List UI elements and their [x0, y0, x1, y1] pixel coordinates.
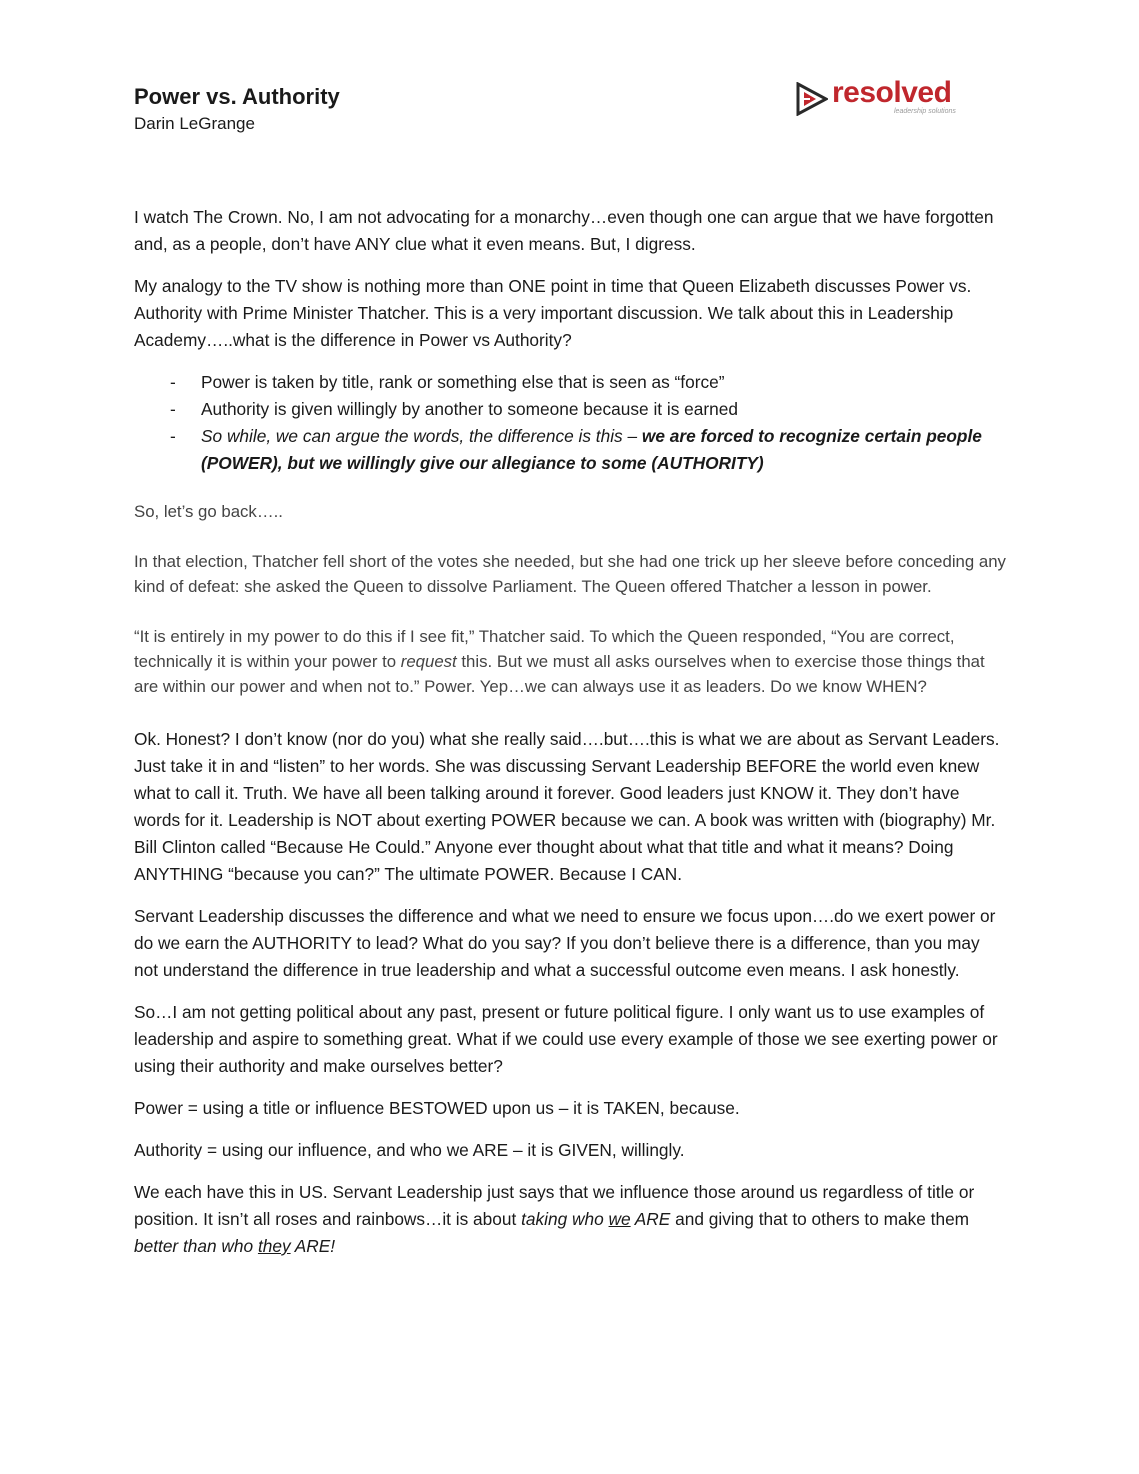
closing-emphasis-4: ARE! [290, 1236, 336, 1256]
closing-emphasis-3: better than who [134, 1236, 258, 1256]
paragraph-3: So, let’s go back….. [134, 502, 283, 521]
bullet-text: Power is taken by title, rank or something else that is seen as “force” [201, 372, 725, 392]
paragraph-2: My analogy to the TV show is nothing more than ONE point in time that Queen Elizabeth discusses Power vs. Authority with Prime Minister Thatcher. This is a very important discussion. We talk about this in Leadership Academy…..what is the difference in Power vs Authority? [134, 276, 972, 350]
resolved-logo [796, 76, 966, 120]
quote-text-b: this. But we must all asks ourselves when to exercise those things that are within our power and when not to.” Power. Yep…we can always use it as leaders. Do we know WHEN? [134, 652, 985, 696]
paragraph-4: In that election, Thatcher fell short of the votes she needed, but she had one trick up her sleeve before conceding any kind of defeat: she asked the Queen to dissolve Parliament. The Queen offered Thatcher a lesson in power. [134, 552, 1006, 596]
bullet-item: - So while, we can argue the words, the difference is this – we are forced to recognize certain people (POWER), but we willingly give our allegiance to some (AUTHORITY) [170, 426, 982, 473]
logo-wordmark: resolved [832, 76, 952, 109]
document-title: Power vs. Authority [134, 84, 340, 109]
closing-text-b: and giving that to others to make them [670, 1209, 970, 1229]
logo-tagline: leadership solutions [894, 108, 956, 115]
closing-text-a: We each have this in US. Servant Leadership just says that we influence those around us regardless of title or position. It isn’t all roses and rainbows…it is about [134, 1182, 975, 1229]
paragraph-1: I watch The Crown. No, I am not advocating for a monarchy…even though one can argue that we have forgotten and, as a people, don’t have ANY clue what it even means. But, I digress. [134, 207, 994, 254]
bullet-item: - Authority is given willingly by another to someone because it is earned [170, 399, 738, 419]
bullet-list [134, 369, 1006, 477]
resolved-logo-icon [796, 82, 828, 116]
author-name: Darin LeGrange [134, 114, 255, 133]
quote-emphasis: request [400, 652, 457, 671]
bullet-text: Authority is given willingly by another to someone because it is earned [201, 399, 738, 419]
paragraph-8: So…I am not getting political about any past, present or future political figure. I only want us to use examples of leadership and aspire to something great. What if we could use every example of those we see exerting power or using their authority and make ourselves better? [134, 1002, 998, 1076]
quote-text-a: “It is entirely in my power to do this if I see fit,” Thatcher said. To which the Queen responded, “You are correct, technically it is within your power to [134, 627, 955, 671]
paragraph-9: Power = using a title or influence BESTOWED upon us – it is TAKEN, because. [134, 1098, 740, 1118]
bullet-text-italic: So while, we can argue the words, the difference is this – [201, 426, 642, 446]
closing-emphasis-1: taking who [521, 1209, 609, 1229]
closing-emphasis-2: ARE [630, 1209, 671, 1229]
paragraph-6: Ok. Honest? I don’t know (nor do you) what she really said….but….this is what we are about as Servant Leaders. Just take it in and “listen” to her words. She was discussing Servant Leadership BEFORE the world even knew what to call it. Truth. We have all been talking around it forever. Good leaders just KNOW it. They don’t have words for it. Leadership is NOT about exerting POWER because we can. A book was written with (biography) Mr. Bill Clinton called “Because He Could.” Anyone ever thought about what that title and what it means? Doing ANYTHING “because you can?” The ultimate POWER. Because I CAN. [134, 729, 1000, 884]
document-body [134, 204, 1006, 1275]
paragraph-10: Authority = using our influence, and who we ARE – it is GIVEN, willingly. [134, 1140, 685, 1160]
paragraph-5 [134, 624, 1006, 699]
paragraph-7: Servant Leadership discusses the difference and what we need to ensure we focus upon….do we exert power or do we earn the AUTHORITY to lead? What do you say? If you don’t believe there is a difference, than you may not understand the difference in true leadership and what a successful outcome even means. I ask honestly. [134, 906, 996, 980]
closing-underline-we: we [608, 1209, 631, 1229]
bullet-item: - Power is taken by title, rank or something else that is seen as “force” [170, 372, 725, 392]
closing-underline-they: they [257, 1236, 291, 1256]
paragraph-11 [134, 1179, 1006, 1260]
bullet-text-bold: we are forced to recognize certain people (POWER), but we willingly give our allegiance to some (AUTHORITY) [201, 426, 982, 473]
